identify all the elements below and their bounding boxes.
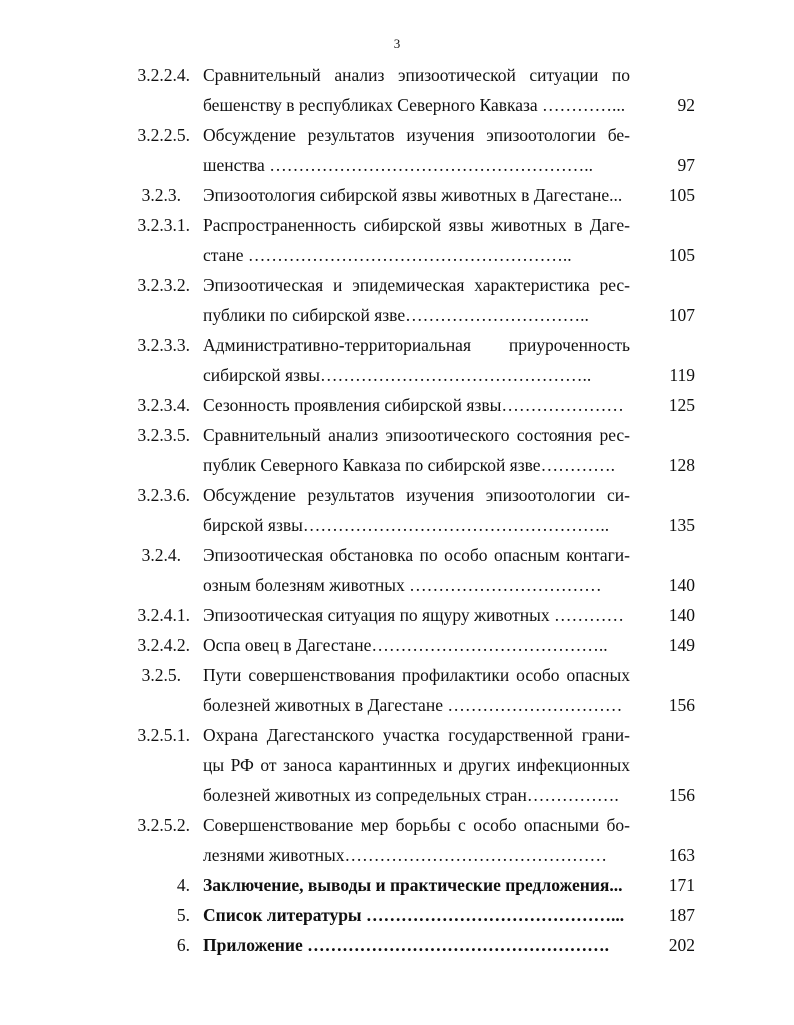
toc-title-line: бирской язвы…………………………………………….. [203,515,610,535]
toc-section-number: 3.2.2.5. [137,125,190,145]
toc-line [0,780,794,810]
toc-section-number: 3.2.3. [141,185,181,205]
toc-page-number: 149 [668,635,695,655]
toc-line [0,180,794,210]
toc-title-line: Обсуждение результатов изучения эпизоотологии бе- [203,125,630,145]
toc-title-line: Обсуждение результатов изучения эпизоотологии си- [203,485,630,505]
toc-section-number: 3.2.3.3. [137,335,190,355]
toc-line [0,420,794,450]
toc-title-line: Сравнительный анализ эпизоотической ситуации по [203,65,630,85]
toc-line [0,360,794,390]
toc-entry [0,60,794,120]
toc-section-number: 5. [176,905,190,925]
toc-line [0,270,794,300]
toc-page-number: 156 [668,785,695,805]
toc-page-number: 202 [668,935,695,955]
toc-line [0,510,794,540]
toc-line [0,660,794,690]
toc-line [0,480,794,510]
table-of-contents [0,60,794,960]
toc-entry [0,600,794,630]
toc-title-line: Охрана Дагестанского участка государственной грани- [203,725,630,745]
toc-line [0,240,794,270]
toc-entry [0,540,794,600]
toc-title-line: Заключение, выводы и практические предложения... [203,875,623,895]
toc-title-line: шенства ……………………………………………….. [203,155,593,175]
toc-title-line: сибирской язвы……………………………………….. [203,365,592,385]
toc-title-line: Распространенность сибирской язвы животных в Даге- [203,215,630,235]
toc-title-line: Список литературы ……………………………………... [203,905,625,925]
toc-entry [0,660,794,720]
toc-line [0,750,794,780]
toc-line [0,690,794,720]
toc-title-line: Пути совершенствования профилактики особо опасных [203,665,630,685]
toc-page-number: 156 [668,695,695,715]
toc-line [0,210,794,240]
toc-line [0,90,794,120]
toc-page-number: 92 [677,95,695,115]
toc-page-number: 171 [668,875,695,895]
toc-line [0,540,794,570]
toc-line [0,630,794,660]
toc-line [0,330,794,360]
toc-line [0,870,794,900]
toc-title-line: Сезонность проявления сибирской язвы………………… [203,395,624,415]
toc-title-line: Административно-территориальная приуроченность [203,335,630,355]
toc-title-line: Совершенствование мер борьбы с особо опасными бо- [203,815,630,835]
toc-entry [0,420,794,480]
toc-entry [0,120,794,180]
toc-line [0,60,794,90]
toc-line [0,300,794,330]
page-number: 3 [393,36,401,51]
toc-line [0,150,794,180]
toc-section-number: 6. [176,935,190,955]
toc-title-line: Эпизоотическая и эпидемическая характеристика рес- [203,275,630,295]
toc-line [0,120,794,150]
toc-line [0,840,794,870]
toc-title-line: Приложение ……………………………………………. [203,935,609,955]
toc-page-number: 97 [677,155,695,175]
toc-page-number: 140 [668,575,695,595]
toc-entry [0,480,794,540]
toc-entry [0,900,794,930]
toc-title-line: стане ……………………………………………….. [203,245,572,265]
toc-entry [0,870,794,900]
toc-line [0,720,794,750]
toc-page-number: 163 [668,845,695,865]
toc-section-number: 3.2.3.5. [137,425,190,445]
toc-section-number: 3.2.3.2. [137,275,190,295]
toc-title-line: лезнями животных……………………………………… [203,845,607,865]
toc-line [0,810,794,840]
toc-title-line: Эпизоотология сибирской язвы животных в Дагестане... [203,185,623,205]
toc-title-line: Оспа овец в Дагестане………………………………….. [203,635,608,655]
toc-section-number: 3.2.3.6. [137,485,190,505]
toc-entry [0,810,794,870]
toc-title-line: публики по сибирской язве………………………….. [203,305,589,325]
toc-entry [0,630,794,660]
toc-title-line: Эпизоотическая обстановка по особо опасным контаги- [203,545,630,565]
toc-page-number: 125 [668,395,695,415]
toc-entry [0,180,794,210]
toc-page-number: 135 [668,515,695,535]
toc-section-number: 3.2.3.4. [137,395,190,415]
toc-section-number: 3.2.5. [141,665,181,685]
toc-section-number: 3.2.4.1. [137,605,190,625]
toc-line [0,390,794,420]
toc-entry [0,210,794,270]
toc-title-line: болезней животных из сопредельных стран……………. [203,785,619,805]
toc-line [0,570,794,600]
toc-entry [0,390,794,420]
toc-page-number: 187 [668,905,695,925]
toc-page-number: 105 [668,245,695,265]
toc-entry [0,720,794,810]
toc-line [0,900,794,930]
toc-section-number: 3.2.2.4. [137,65,190,85]
toc-page-number: 107 [668,305,695,325]
toc-section-number: 3.2.4.2. [137,635,190,655]
toc-section-number: 3.2.4. [141,545,181,565]
toc-title-line: озным болезням животных …………………………… [203,575,602,595]
toc-entry [0,930,794,960]
toc-entry [0,330,794,390]
toc-line [0,450,794,480]
toc-title-line: публик Северного Кавказа по сибирской язве…………. [203,455,615,475]
toc-section-number: 4. [176,875,190,895]
toc-line [0,600,794,630]
toc-section-number: 3.2.3.1. [137,215,190,235]
toc-page-number: 128 [668,455,695,475]
toc-entry [0,270,794,330]
toc-title-line: болезней животных в Дагестане ………………………… [203,695,623,715]
toc-page-number: 105 [668,185,695,205]
toc-line [0,930,794,960]
toc-title-line: Сравнительный анализ эпизоотического состояния рес- [203,425,630,445]
toc-section-number: 3.2.5.2. [137,815,190,835]
toc-page-number: 119 [669,365,695,385]
toc-section-number: 3.2.5.1. [137,725,190,745]
toc-title-line: бешенству в республиках Северного Кавказа …………... [203,95,626,115]
toc-title-line: Эпизоотическая ситуация по ящуру животных ………… [203,605,624,625]
toc-title-line: цы РФ от заноса карантинных и других инфекционных [203,755,630,775]
toc-page-number: 140 [668,605,695,625]
